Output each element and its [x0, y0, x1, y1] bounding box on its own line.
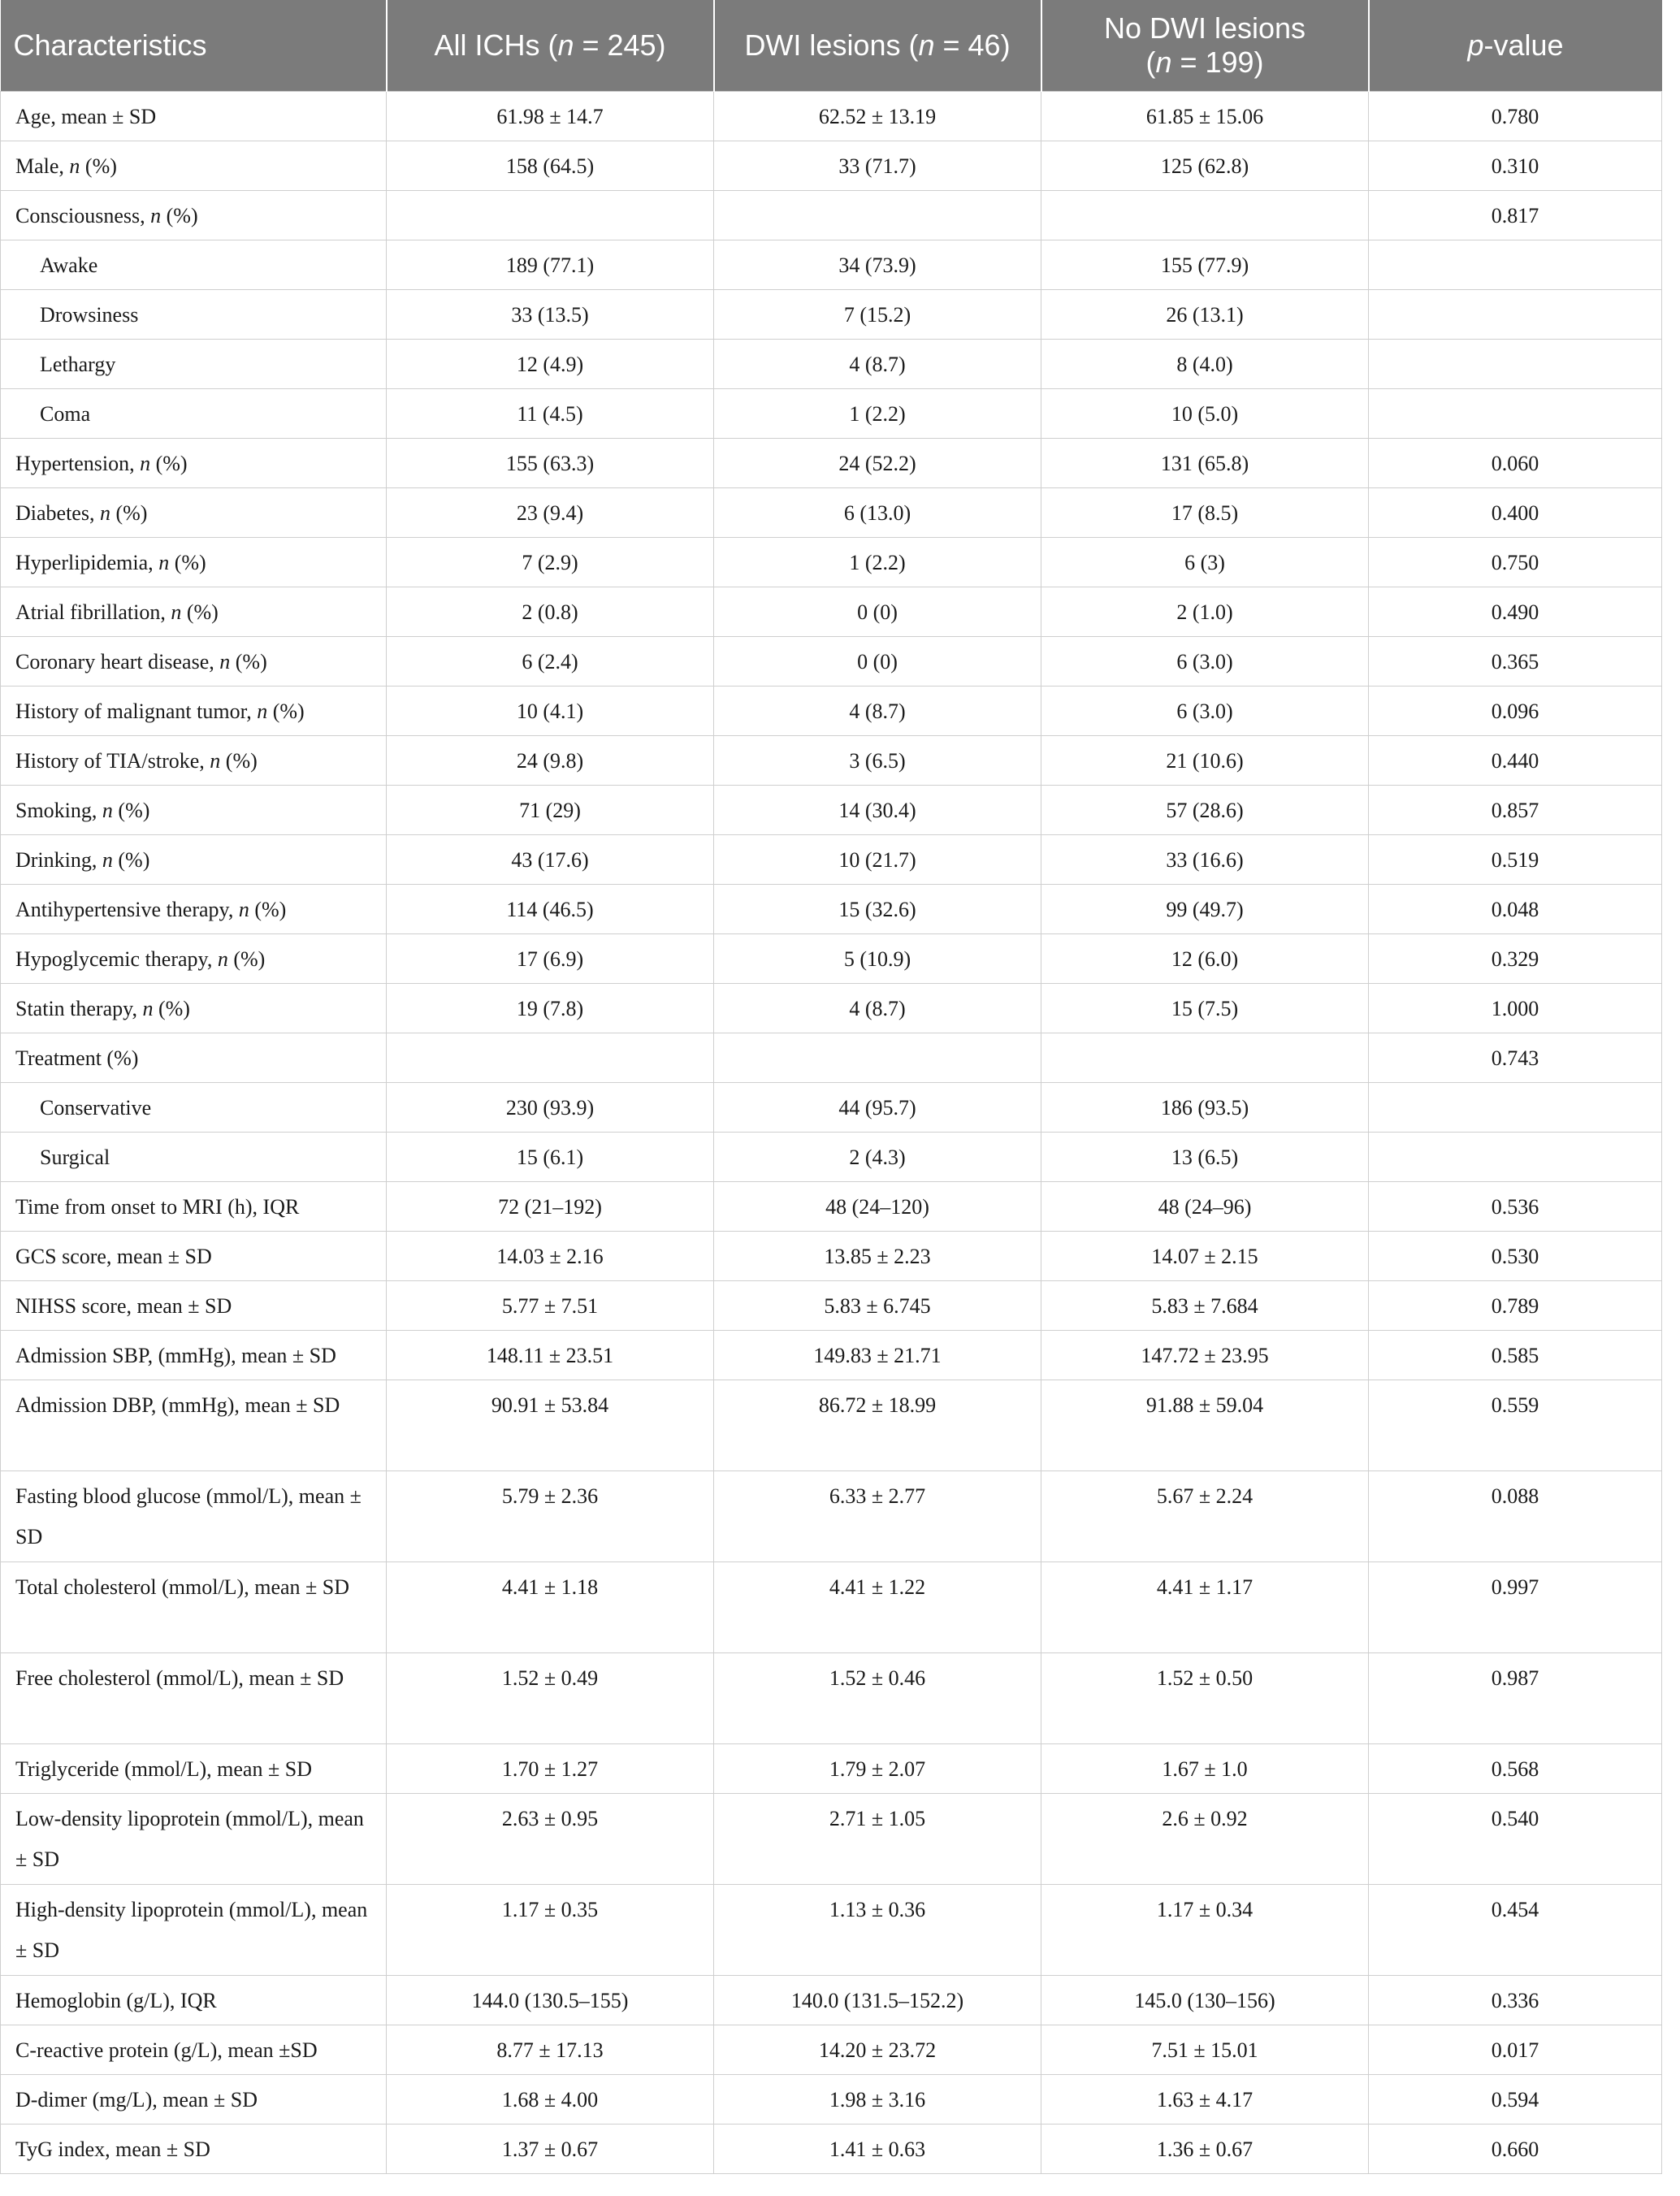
table-row — [1, 1380, 1662, 1471]
cell-no-dwi-lesions: 61.85 ± 15.06 — [1041, 92, 1369, 141]
cell-no-dwi-lesions: 2 (1.0) — [1041, 587, 1369, 637]
cell-dwi-lesions: 5.83 ± 6.745 — [714, 1281, 1041, 1331]
cell-dwi-lesions: 1 (2.2) — [714, 538, 1041, 587]
cell-all-ichs: 72 (21–192) — [387, 1182, 714, 1232]
cell-p-value: 0.540 — [1369, 1794, 1662, 1885]
cell-all-ichs: 1.37 ± 0.67 — [387, 2125, 714, 2174]
cell-no-dwi-lesions: 57 (28.6) — [1041, 786, 1369, 835]
cell-p-value: 0.743 — [1369, 1033, 1662, 1083]
row-label: Surgical — [1, 1133, 387, 1182]
cell-p-value: 0.096 — [1369, 687, 1662, 736]
cell-p-value: 0.660 — [1369, 2125, 1662, 2174]
row-label: Drowsiness — [1, 290, 387, 340]
cell-all-ichs: 7 (2.9) — [387, 538, 714, 587]
header-p-value: p-value — [1369, 0, 1662, 92]
cell-p-value: 0.060 — [1369, 439, 1662, 488]
cell-p-value: 0.454 — [1369, 1885, 1662, 1976]
row-label: Treatment (%) — [1, 1033, 387, 1083]
cell-p-value: 0.048 — [1369, 885, 1662, 934]
table-row — [1, 2025, 1662, 2075]
cell-all-ichs: 2 (0.8) — [387, 587, 714, 637]
cell-dwi-lesions: 44 (95.7) — [714, 1083, 1041, 1133]
cell-all-ichs: 158 (64.5) — [387, 141, 714, 191]
cell-no-dwi-lesions: 7.51 ± 15.01 — [1041, 2025, 1369, 2075]
cell-all-ichs: 17 (6.9) — [387, 934, 714, 984]
cell-dwi-lesions: 6 (13.0) — [714, 488, 1041, 538]
cell-all-ichs: 8.77 ± 17.13 — [387, 2025, 714, 2075]
cell-all-ichs: 148.11 ± 23.51 — [387, 1331, 714, 1380]
cell-p-value: 0.519 — [1369, 835, 1662, 885]
cell-all-ichs: 15 (6.1) — [387, 1133, 714, 1182]
cell-all-ichs: 1.17 ± 0.35 — [387, 1885, 714, 1976]
row-label: Admission DBP, (mmHg), mean ± SD — [1, 1380, 387, 1471]
row-label: Lethargy — [1, 340, 387, 389]
cell-no-dwi-lesions: 13 (6.5) — [1041, 1133, 1369, 1182]
cell-all-ichs: 230 (93.9) — [387, 1083, 714, 1133]
row-label: Drinking, n (%) — [1, 835, 387, 885]
header-all-ichs: All ICHs (n = 245) — [387, 0, 714, 92]
cell-p-value: 0.568 — [1369, 1744, 1662, 1794]
cell-dwi-lesions: 5 (10.9) — [714, 934, 1041, 984]
cell-p-value: 0.336 — [1369, 1976, 1662, 2025]
table-row — [1, 687, 1662, 736]
cell-dwi-lesions: 15 (32.6) — [714, 885, 1041, 934]
cell-no-dwi-lesions — [1041, 1033, 1369, 1083]
cell-no-dwi-lesions: 12 (6.0) — [1041, 934, 1369, 984]
table-row — [1, 389, 1662, 439]
cell-all-ichs: 12 (4.9) — [387, 340, 714, 389]
cell-p-value: 0.530 — [1369, 1232, 1662, 1281]
cell-dwi-lesions: 4.41 ± 1.22 — [714, 1562, 1041, 1653]
cell-no-dwi-lesions: 17 (8.5) — [1041, 488, 1369, 538]
table-row — [1, 1033, 1662, 1083]
cell-no-dwi-lesions: 5.67 ± 2.24 — [1041, 1471, 1369, 1562]
cell-no-dwi-lesions: 186 (93.5) — [1041, 1083, 1369, 1133]
cell-no-dwi-lesions: 14.07 ± 2.15 — [1041, 1232, 1369, 1281]
cell-all-ichs: 1.68 ± 4.00 — [387, 2075, 714, 2125]
table-row — [1, 835, 1662, 885]
cell-no-dwi-lesions: 26 (13.1) — [1041, 290, 1369, 340]
cell-dwi-lesions: 33 (71.7) — [714, 141, 1041, 191]
table-row — [1, 1182, 1662, 1232]
cell-p-value: 0.857 — [1369, 786, 1662, 835]
cell-no-dwi-lesions: 131 (65.8) — [1041, 439, 1369, 488]
cell-all-ichs: 71 (29) — [387, 786, 714, 835]
cell-p-value: 0.329 — [1369, 934, 1662, 984]
cell-dwi-lesions: 1 (2.2) — [714, 389, 1041, 439]
table-row — [1, 1232, 1662, 1281]
cell-no-dwi-lesions: 125 (62.8) — [1041, 141, 1369, 191]
cell-p-value: 0.536 — [1369, 1182, 1662, 1232]
cell-no-dwi-lesions: 99 (49.7) — [1041, 885, 1369, 934]
table-row — [1, 1744, 1662, 1794]
row-label: Hypoglycemic therapy, n (%) — [1, 934, 387, 984]
cell-p-value — [1369, 389, 1662, 439]
table-row — [1, 141, 1662, 191]
cell-dwi-lesions: 3 (6.5) — [714, 736, 1041, 786]
cell-p-value: 0.365 — [1369, 637, 1662, 687]
cell-p-value: 0.088 — [1369, 1471, 1662, 1562]
header-characteristics: Characteristics — [1, 0, 387, 92]
table-row — [1, 240, 1662, 290]
cell-all-ichs: 155 (63.3) — [387, 439, 714, 488]
row-label: TyG index, mean ± SD — [1, 2125, 387, 2174]
cell-no-dwi-lesions: 6 (3.0) — [1041, 637, 1369, 687]
cell-dwi-lesions: 6.33 ± 2.77 — [714, 1471, 1041, 1562]
cell-no-dwi-lesions: 10 (5.0) — [1041, 389, 1369, 439]
cell-dwi-lesions: 14.20 ± 23.72 — [714, 2025, 1041, 2075]
header-row — [1, 0, 1662, 92]
table-row — [1, 191, 1662, 240]
table-row — [1, 538, 1662, 587]
cell-no-dwi-lesions — [1041, 191, 1369, 240]
table-row — [1, 1653, 1662, 1744]
row-label: Male, n (%) — [1, 141, 387, 191]
cell-all-ichs: 2.63 ± 0.95 — [387, 1794, 714, 1885]
row-label: Low-density lipoprotein (mmol/L), mean ± SD — [1, 1794, 387, 1885]
table-row — [1, 488, 1662, 538]
cell-p-value: 0.750 — [1369, 538, 1662, 587]
cell-all-ichs: 6 (2.4) — [387, 637, 714, 687]
table-header — [1, 0, 1662, 92]
cell-no-dwi-lesions: 91.88 ± 59.04 — [1041, 1380, 1369, 1471]
cell-no-dwi-lesions: 155 (77.9) — [1041, 240, 1369, 290]
cell-dwi-lesions: 34 (73.9) — [714, 240, 1041, 290]
cell-no-dwi-lesions: 33 (16.6) — [1041, 835, 1369, 885]
cell-p-value: 0.490 — [1369, 587, 1662, 637]
row-label: History of malignant tumor, n (%) — [1, 687, 387, 736]
cell-p-value — [1369, 340, 1662, 389]
cell-dwi-lesions: 7 (15.2) — [714, 290, 1041, 340]
cell-all-ichs — [387, 1033, 714, 1083]
table-row — [1, 587, 1662, 637]
cell-no-dwi-lesions: 8 (4.0) — [1041, 340, 1369, 389]
cell-no-dwi-lesions: 6 (3) — [1041, 538, 1369, 587]
cell-dwi-lesions: 10 (21.7) — [714, 835, 1041, 885]
row-label: Smoking, n (%) — [1, 786, 387, 835]
table-row — [1, 1562, 1662, 1653]
cell-dwi-lesions: 13.85 ± 2.23 — [714, 1232, 1041, 1281]
row-label: Hemoglobin (g/L), IQR — [1, 1976, 387, 2025]
cell-all-ichs: 144.0 (130.5–155) — [387, 1976, 714, 2025]
cell-dwi-lesions: 1.41 ± 0.63 — [714, 2125, 1041, 2174]
cell-p-value: 0.780 — [1369, 92, 1662, 141]
table-row — [1, 1331, 1662, 1380]
cell-p-value: 0.440 — [1369, 736, 1662, 786]
cell-dwi-lesions: 0 (0) — [714, 637, 1041, 687]
cell-dwi-lesions: 62.52 ± 13.19 — [714, 92, 1041, 141]
row-label: Coronary heart disease, n (%) — [1, 637, 387, 687]
cell-no-dwi-lesions: 15 (7.5) — [1041, 984, 1369, 1033]
row-label: Admission SBP, (mmHg), mean ± SD — [1, 1331, 387, 1380]
cell-p-value — [1369, 240, 1662, 290]
table-row — [1, 885, 1662, 934]
row-label: Time from onset to MRI (h), IQR — [1, 1182, 387, 1232]
cell-dwi-lesions — [714, 191, 1041, 240]
cell-p-value — [1369, 290, 1662, 340]
cell-all-ichs: 33 (13.5) — [387, 290, 714, 340]
cell-dwi-lesions: 4 (8.7) — [714, 340, 1041, 389]
cell-all-ichs: 14.03 ± 2.16 — [387, 1232, 714, 1281]
row-label: Free cholesterol (mmol/L), mean ± SD — [1, 1653, 387, 1744]
row-label: Fasting blood glucose (mmol/L), mean ± SD — [1, 1471, 387, 1562]
table-row — [1, 637, 1662, 687]
cell-dwi-lesions: 24 (52.2) — [714, 439, 1041, 488]
cell-dwi-lesions: 1.13 ± 0.36 — [714, 1885, 1041, 1976]
cell-no-dwi-lesions: 48 (24–96) — [1041, 1182, 1369, 1232]
row-label: Consciousness, n (%) — [1, 191, 387, 240]
row-label: Conservative — [1, 1083, 387, 1133]
header-dwi-lesions: DWI lesions (n = 46) — [714, 0, 1041, 92]
cell-all-ichs: 4.41 ± 1.18 — [387, 1562, 714, 1653]
cell-all-ichs: 90.91 ± 53.84 — [387, 1380, 714, 1471]
cell-no-dwi-lesions: 147.72 ± 23.95 — [1041, 1331, 1369, 1380]
cell-dwi-lesions: 48 (24–120) — [714, 1182, 1041, 1232]
cell-all-ichs: 5.77 ± 7.51 — [387, 1281, 714, 1331]
row-label: History of TIA/stroke, n (%) — [1, 736, 387, 786]
cell-dwi-lesions — [714, 1033, 1041, 1083]
cell-p-value: 1.000 — [1369, 984, 1662, 1033]
cell-all-ichs: 189 (77.1) — [387, 240, 714, 290]
table-row — [1, 1471, 1662, 1562]
cell-p-value: 0.017 — [1369, 2025, 1662, 2075]
cell-no-dwi-lesions: 5.83 ± 7.684 — [1041, 1281, 1369, 1331]
row-label: NIHSS score, mean ± SD — [1, 1281, 387, 1331]
table-body — [1, 92, 1662, 2174]
cell-no-dwi-lesions: 1.63 ± 4.17 — [1041, 2075, 1369, 2125]
cell-all-ichs: 10 (4.1) — [387, 687, 714, 736]
cell-all-ichs: 43 (17.6) — [387, 835, 714, 885]
cell-dwi-lesions: 86.72 ± 18.99 — [714, 1380, 1041, 1471]
header-no-dwi-lesions: No DWI lesions (n = 199) — [1041, 0, 1369, 92]
cell-all-ichs: 23 (9.4) — [387, 488, 714, 538]
table-row — [1, 934, 1662, 984]
row-label: GCS score, mean ± SD — [1, 1232, 387, 1281]
cell-p-value: 0.789 — [1369, 1281, 1662, 1331]
cell-dwi-lesions: 149.83 ± 21.71 — [714, 1331, 1041, 1380]
cell-dwi-lesions: 1.52 ± 0.46 — [714, 1653, 1041, 1744]
table-row — [1, 1976, 1662, 2025]
cell-no-dwi-lesions: 145.0 (130–156) — [1041, 1976, 1369, 2025]
cell-all-ichs: 19 (7.8) — [387, 984, 714, 1033]
row-label: C-reactive protein (g/L), mean ±SD — [1, 2025, 387, 2075]
cell-all-ichs: 114 (46.5) — [387, 885, 714, 934]
cell-dwi-lesions: 140.0 (131.5–152.2) — [714, 1976, 1041, 2025]
cell-dwi-lesions: 4 (8.7) — [714, 984, 1041, 1033]
cell-p-value: 0.559 — [1369, 1380, 1662, 1471]
cell-p-value — [1369, 1133, 1662, 1182]
row-label: High-density lipoprotein (mmol/L), mean ± SD — [1, 1885, 387, 1976]
table-row — [1, 290, 1662, 340]
cell-no-dwi-lesions: 1.52 ± 0.50 — [1041, 1653, 1369, 1744]
cell-p-value: 0.817 — [1369, 191, 1662, 240]
table-row — [1, 1133, 1662, 1182]
cell-no-dwi-lesions: 1.17 ± 0.34 — [1041, 1885, 1369, 1976]
row-label: Hypertension, n (%) — [1, 439, 387, 488]
cell-no-dwi-lesions: 2.6 ± 0.92 — [1041, 1794, 1369, 1885]
table-row — [1, 2125, 1662, 2174]
table-row — [1, 92, 1662, 141]
row-label: Total cholesterol (mmol/L), mean ± SD — [1, 1562, 387, 1653]
cell-dwi-lesions: 1.98 ± 3.16 — [714, 2075, 1041, 2125]
table-row — [1, 1281, 1662, 1331]
table-row — [1, 736, 1662, 786]
row-label: Age, mean ± SD — [1, 92, 387, 141]
cell-no-dwi-lesions: 1.67 ± 1.0 — [1041, 1744, 1369, 1794]
cell-dwi-lesions: 2 (4.3) — [714, 1133, 1041, 1182]
table-row — [1, 1083, 1662, 1133]
cell-all-ichs: 1.52 ± 0.49 — [387, 1653, 714, 1744]
row-label: D-dimer (mg/L), mean ± SD — [1, 2075, 387, 2125]
cell-no-dwi-lesions: 4.41 ± 1.17 — [1041, 1562, 1369, 1653]
cell-all-ichs — [387, 191, 714, 240]
cell-dwi-lesions: 2.71 ± 1.05 — [714, 1794, 1041, 1885]
row-label: Coma — [1, 389, 387, 439]
cell-p-value: 0.400 — [1369, 488, 1662, 538]
cell-all-ichs: 1.70 ± 1.27 — [387, 1744, 714, 1794]
table-row — [1, 340, 1662, 389]
cell-no-dwi-lesions: 21 (10.6) — [1041, 736, 1369, 786]
cell-all-ichs: 11 (4.5) — [387, 389, 714, 439]
cell-dwi-lesions: 4 (8.7) — [714, 687, 1041, 736]
cell-p-value: 0.997 — [1369, 1562, 1662, 1653]
cell-no-dwi-lesions: 1.36 ± 0.67 — [1041, 2125, 1369, 2174]
row-label: Statin therapy, n (%) — [1, 984, 387, 1033]
cell-dwi-lesions: 1.79 ± 2.07 — [714, 1744, 1041, 1794]
table-row — [1, 1794, 1662, 1885]
cell-dwi-lesions: 0 (0) — [714, 587, 1041, 637]
cell-p-value: 0.310 — [1369, 141, 1662, 191]
row-label: Awake — [1, 240, 387, 290]
row-label: Atrial fibrillation, n (%) — [1, 587, 387, 637]
cell-all-ichs: 24 (9.8) — [387, 736, 714, 786]
cell-p-value — [1369, 1083, 1662, 1133]
cell-all-ichs: 61.98 ± 14.7 — [387, 92, 714, 141]
cell-p-value: 0.987 — [1369, 1653, 1662, 1744]
cell-no-dwi-lesions: 6 (3.0) — [1041, 687, 1369, 736]
row-label: Antihypertensive therapy, n (%) — [1, 885, 387, 934]
row-label: Hyperlipidemia, n (%) — [1, 538, 387, 587]
cell-all-ichs: 5.79 ± 2.36 — [387, 1471, 714, 1562]
table-row — [1, 2075, 1662, 2125]
cell-p-value: 0.585 — [1369, 1331, 1662, 1380]
table-row — [1, 984, 1662, 1033]
row-label: Triglyceride (mmol/L), mean ± SD — [1, 1744, 387, 1794]
cell-p-value: 0.594 — [1369, 2075, 1662, 2125]
table-row — [1, 786, 1662, 835]
table-row — [1, 439, 1662, 488]
cell-dwi-lesions: 14 (30.4) — [714, 786, 1041, 835]
row-label: Diabetes, n (%) — [1, 488, 387, 538]
table-row — [1, 1885, 1662, 1976]
